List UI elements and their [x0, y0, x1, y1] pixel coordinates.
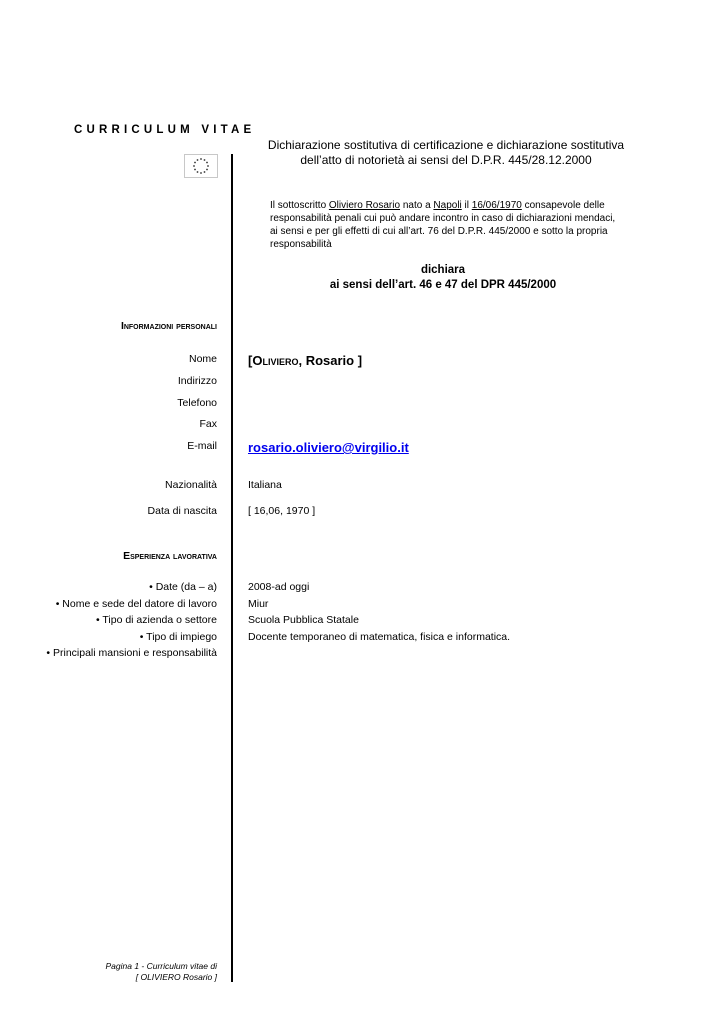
- value-nazionalita: Italiana: [248, 479, 282, 491]
- intro-name: Oliviero Rosario: [328, 200, 401, 211]
- value-impiego: Docente temporaneo di matematica, fisica e informatica.: [248, 631, 511, 643]
- declaration-intro: [270, 199, 620, 251]
- eu-flag-icon: [184, 154, 218, 178]
- intro-text-3: il: [461, 200, 472, 211]
- declaration-title: [248, 138, 644, 168]
- intro-text-4: consapevole delle responsabilità penali cui può andare incontro in caso di dichiarazioni mendaci, ai sensi e per gli effetti di cui all’art. 76 del D.P.R. 445/2000 e sotto la propria responsabilità: [270, 200, 616, 250]
- value-azienda: Scuola Pubblica Statale: [248, 614, 359, 626]
- label-impiego: • Tipo di impiego: [139, 631, 217, 643]
- value-nome: [248, 353, 362, 368]
- value-date: 2008-ad oggi: [248, 581, 310, 593]
- label-date: • Date (da – a): [149, 581, 217, 593]
- footer-line2: [ OLIVIERO Rosario ]: [135, 972, 217, 982]
- email-link[interactable]: rosario.oliviero@virgilio.it: [248, 440, 409, 455]
- label-indirizzo: Indirizzo: [177, 375, 217, 387]
- declaration-title-line1: Dichiarazione sostitutiva di certificazione e dichiarazione sostitutiva: [267, 138, 625, 152]
- value-datore: Miur: [248, 598, 269, 610]
- dichiara-line2: ai sensi dell’art. 46 e 47 del DPR 445/2000: [329, 279, 557, 291]
- label-mansioni: • Principali mansioni e responsabilità: [46, 647, 217, 659]
- section-title-personal: Informazioni personali: [120, 320, 217, 332]
- intro-text-2: nato a: [400, 200, 434, 211]
- intro-text-1: Il sottoscritto: [270, 200, 329, 211]
- label-data-nascita: Data di nascita: [147, 505, 217, 517]
- value-data-nascita: [ 16,06, 1970 ]: [248, 505, 316, 517]
- cv-title: CURRICULUM VITAE: [74, 124, 256, 136]
- declaration-title-line2: dell’atto di notorietà ai sensi del D.P.R. 445/28.12.2000: [300, 153, 592, 167]
- label-datore: • Nome e sede del datore di lavoro: [55, 598, 217, 610]
- label-nome: Nome: [188, 353, 217, 365]
- surname: Oliviero: [252, 353, 299, 368]
- page-footer: [106, 961, 218, 983]
- intro-date: 16/06/1970: [471, 200, 522, 211]
- label-nazionalita: Nazionalità: [165, 479, 217, 491]
- dichiara-line1: dichiara: [420, 264, 466, 276]
- column-divider: [231, 154, 233, 982]
- label-fax: Fax: [199, 418, 217, 430]
- label-azienda: • Tipo di azienda o settore: [95, 614, 217, 626]
- footer-line1: Pagina 1 - Curriculum vitae di: [105, 961, 217, 971]
- name-open-bracket: [: [248, 353, 253, 368]
- label-telefono: Telefono: [177, 397, 217, 409]
- section-title-experience: Esperienza lavorativa: [123, 550, 217, 562]
- label-email: E-mail: [187, 440, 217, 452]
- name-rest: , Rosario ]: [298, 353, 363, 368]
- dichiara-block: [248, 263, 638, 293]
- intro-city: Napoli: [433, 200, 462, 211]
